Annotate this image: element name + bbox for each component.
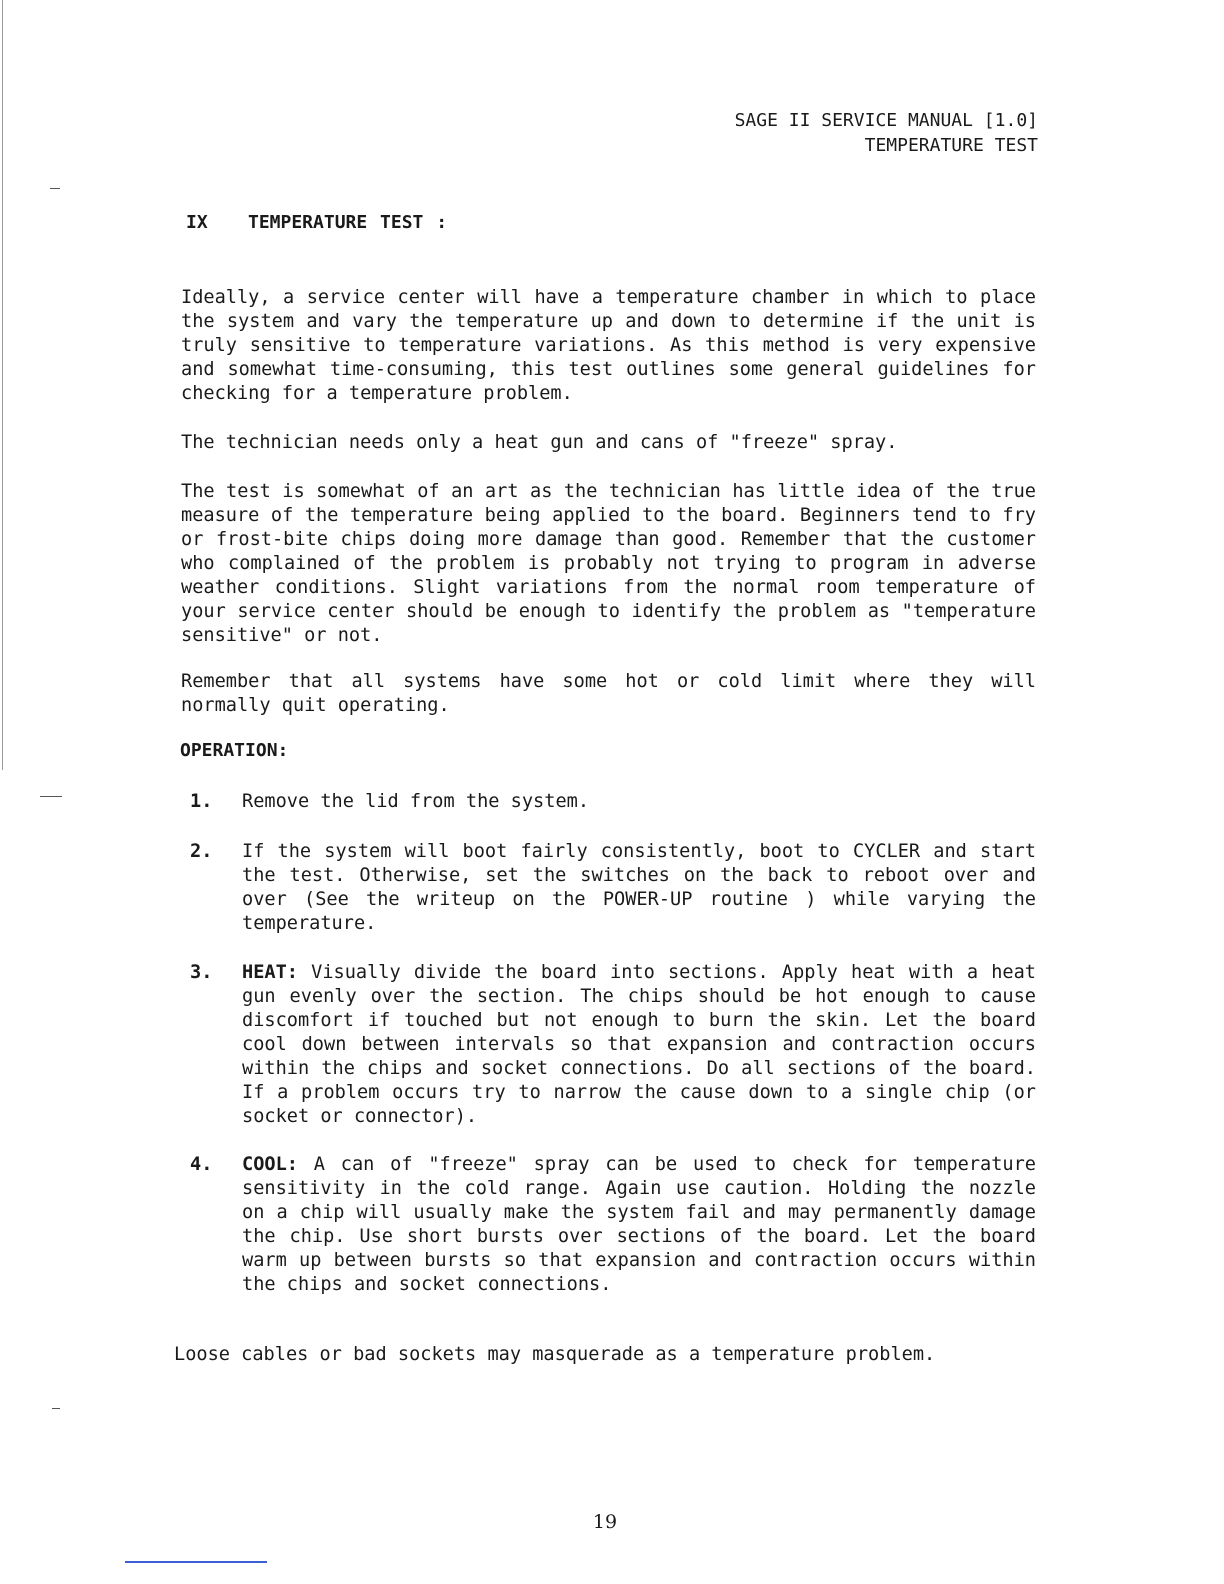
bottom-edge-line <box>125 1561 267 1563</box>
step-text <box>242 840 1036 936</box>
step-body: A can of "freeze" spray can be used to check for temperature sensitivity in the cold range. Again use caution. Holding the nozzle on a chip will usually make the system fail and may permanently damage the chip. Use short bursts over sections of the board. Let the board warm up between bursts so that expansion and contraction occurs within the chips and socket connections. <box>242 1154 1036 1295</box>
operation-heading: OPERATION: <box>180 740 289 761</box>
step-text <box>242 961 1036 1129</box>
step-text <box>242 790 1036 814</box>
operation-step <box>190 1153 1036 1297</box>
step-text <box>242 1153 1036 1297</box>
margin-mark <box>52 1408 60 1409</box>
header-section-name: TEMPERATURE TEST <box>864 135 1038 156</box>
page-number: 19 <box>592 1511 618 1533</box>
step-number: 4. <box>190 1154 213 1175</box>
step-label: HEAT: <box>242 962 298 983</box>
step-body: If the system will boot fairly consistently, boot to CYCLER and start the test. Otherwise, set the switches on the back to reboot over and over (See the writeup on the POWER-UP routine ) while varying the temperature. <box>242 841 1036 934</box>
margin-mark <box>40 796 62 797</box>
section-title-text: TEMPERATURE TEST : <box>248 212 448 233</box>
step-body: Visually divide the board into sections. Apply heat with a heat gun evenly over the section. The chips should be hot enough to cause discomfort if touched but not enough to burn the skin. Let the board cool down between intervals so that expansion and contraction occurs within the chips and socket connections. Do all sections of the board. If a problem occurs try to narrow the cause down to a single chip (or socket or connector). <box>242 962 1036 1127</box>
closing-note: Loose cables or bad sockets may masquerade as a temperature problem. <box>174 1344 936 1365</box>
technique-paragraph: The test is somewhat of an art as the technician has little idea of the true measure of the temperature being applied to the board. Beginners tend to fry or frost-bite chips doing more damage than good. Remember that the customer who complained of the problem is probably not trying to program in adverse weather conditions. Slight variations from the normal room temperature of your service center should be enough to identify the problem as "temperature sensitive" or not. <box>181 481 1036 646</box>
step-label: COOL: <box>242 1154 298 1175</box>
operation-step <box>190 961 1036 1129</box>
step-number: 3. <box>190 962 213 983</box>
intro-paragraph: Ideally, a service center will have a temperature chamber in which to place the system and vary the temperature up and down to determine if the unit is truly sensitive to temperature variations. As this method is very expensive and somewhat time-consuming, this test outlines some general guidelines for checking for a temperature problem. <box>181 287 1036 404</box>
margin-mark <box>50 188 60 189</box>
operation-step <box>190 840 1036 936</box>
operation-step <box>190 790 1036 814</box>
running-header <box>735 108 1038 158</box>
section-heading <box>186 212 447 233</box>
step-number: 2. <box>190 841 213 862</box>
header-manual-title: SAGE II SERVICE MANUAL [1.0] <box>734 110 1038 131</box>
left-margin-rule <box>2 0 3 770</box>
limits-paragraph: Remember that all systems have some hot or cold limit where they will normally quit operating. <box>181 671 1036 716</box>
section-number: IX <box>186 212 208 233</box>
step-body: Remove the lid from the system. <box>242 791 590 812</box>
tools-paragraph: The technician needs only a heat gun and cans of "freeze" spray. <box>181 432 898 453</box>
step-number: 1. <box>190 791 213 812</box>
